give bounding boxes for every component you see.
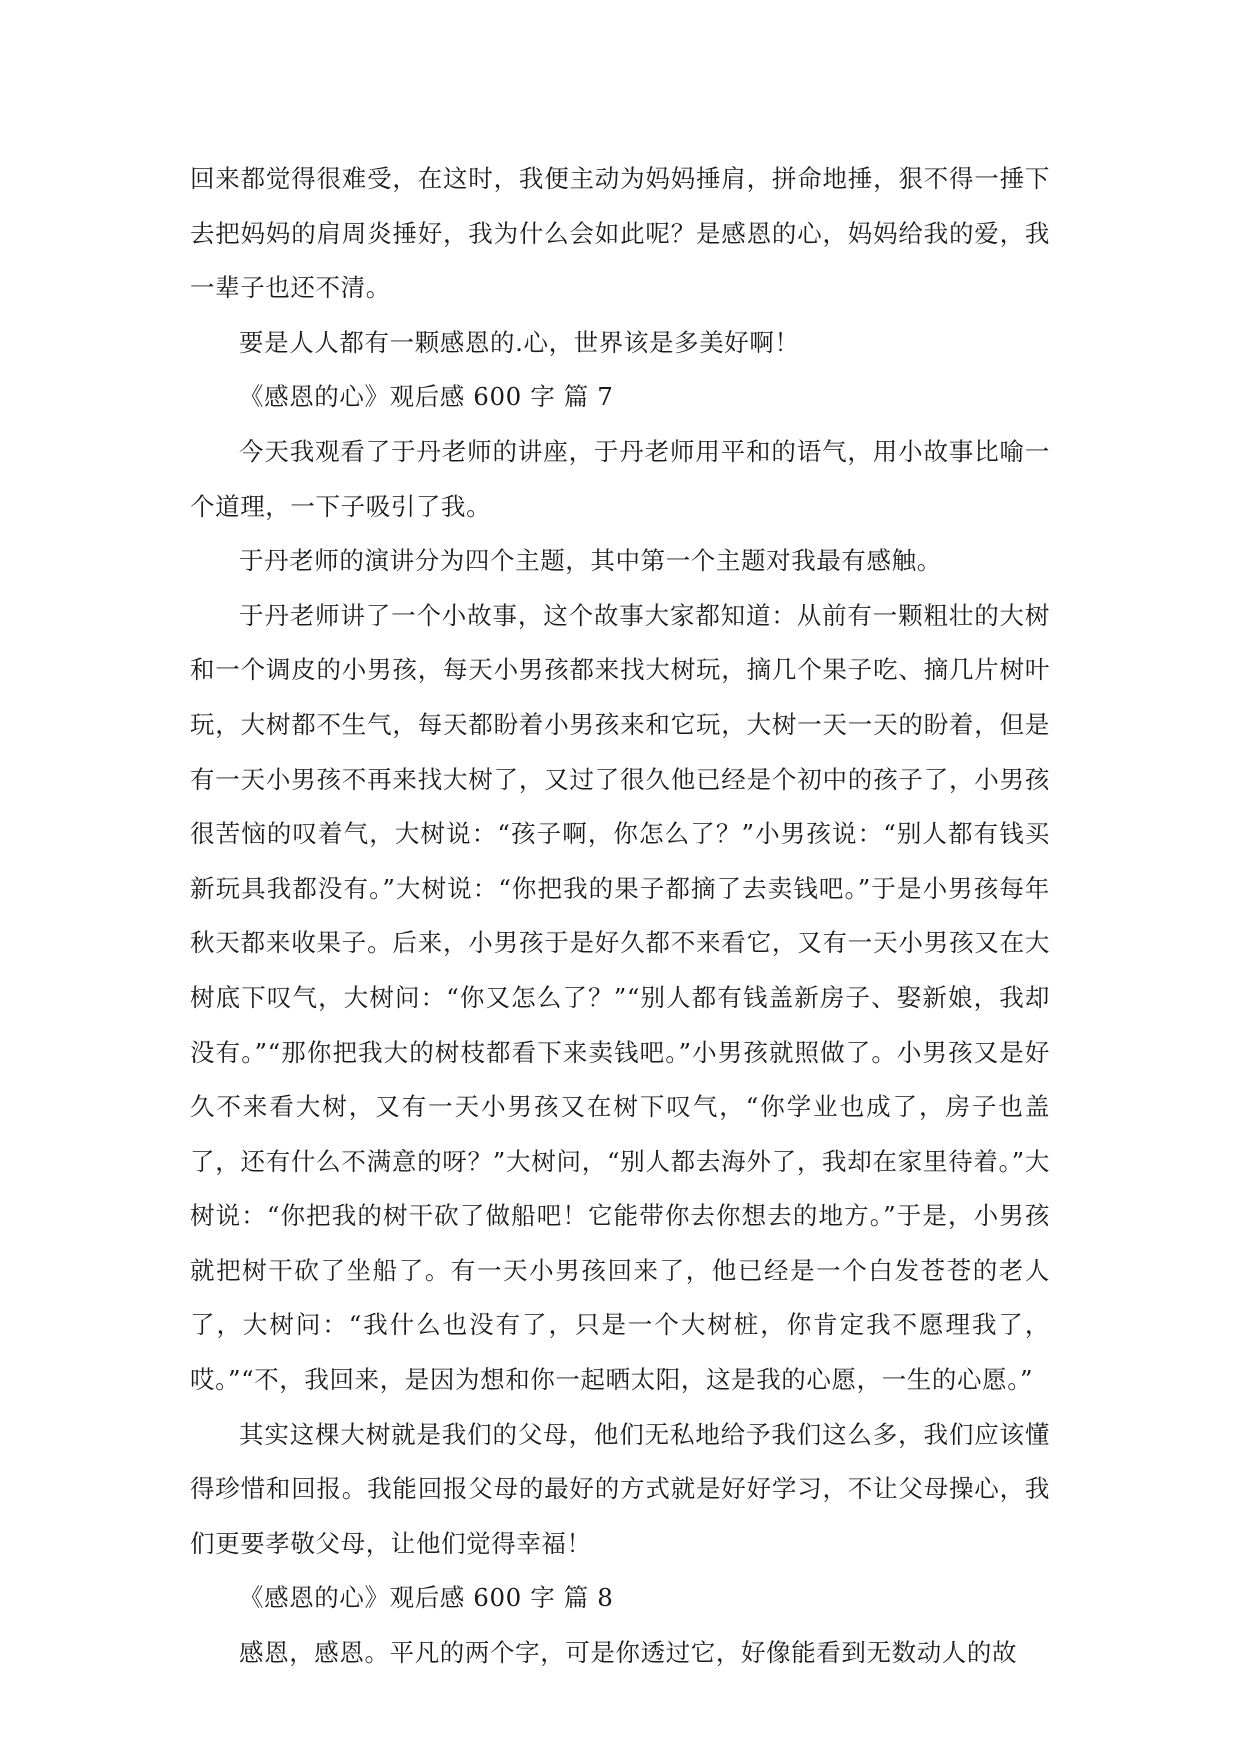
paragraph-closing-wish: 要是人人都有一颗感恩的.心，世界该是多美好啊！ (239, 327, 800, 357)
paragraph-tree-story: 于丹老师讲了一个小故事，这个故事大家都知道：从前有一颗粗壮的大树和一个调皮的小男孩，每天小男孩都来找大树玩，摘几个果子吃、摘几片树叶玩，大树都不生气，每天都盼着小男孩来和它玩，大树一天一天的盼着，但是有一天小男孩不再来找大树了，又过了很久他已经是个初中的孩子了，小男孩很苦恼的叹着气，大树说：“孩子啊，你怎么了？”小男孩说：“别人都有钱买新玩具我都没有。”大树说：“你把我的果子都摘了去卖钱吧。”于是小男孩每年秋天都来收果子。后来，小男孩于是好久都不来看它，又有一天小男孩又在大树底下叹气，大树问：“你又怎么了？”“别人都有钱盖新房子、娶新娘，我却没有。”“那你把我大的树枝都看下来卖钱吧。”小男孩就照做了。小男孩又是好久不来看大树，又有一天小男孩又在树下叹气，“你学业也成了，房子也盖了，还有什么不满意的呀？”大树问，“别人都去海外了，我却在家里待着。”大树说：“你把我的树干砍了做船吧！它能带你去你想去的地方。”于是，小男孩就把树干砍了坐船了。有一天小男孩回来了，他已经是一个白发苍苍的老人了，大树问：“我什么也没有了，只是一个大树桩，你肯定我不愿理我了，哎。”“不，我回来，是因为想和你一起晒太阳，这是我的心愿，一生的心愿。” (190, 600, 1050, 1395)
document-body (190, 152, 1050, 1681)
paragraph-four-themes: 于丹老师的演讲分为四个主题，其中第一个主题对我最有感触。 (239, 546, 942, 576)
paragraph-gratitude-intro: 感恩，感恩。平凡的两个字，可是你透过它，好像能看到无数动人的故 (239, 1638, 1018, 1668)
paragraph-continued: 回来都觉得很难受，在这时，我便主动为妈妈捶肩，拼命地捶，狠不得一捶下去把妈妈的肩周炎捶好，我为什么会如此呢？是感恩的心，妈妈给我的爱，我一辈子也还不清。 (190, 164, 1050, 303)
paragraph-parents-reflection: 其实这棵大树就是我们的父母，他们无私地给予我们这么多，我们应该懂得珍惜和回报。我能回报父母的最好的方式就是好好学习，不让父母操心，我们更要孝敬父母，让他们觉得幸福！ (190, 1419, 1050, 1558)
section-heading-8: 《感恩的心》观后感 600 字 篇 8 (239, 1583, 614, 1613)
section-heading-7: 《感恩的心》观后感 600 字 篇 7 (239, 382, 614, 412)
paragraph-lecture-intro: 今天我观看了于丹老师的讲座，于丹老师用平和的语气，用小故事比喻一个道理，一下子吸引了我。 (190, 436, 1050, 521)
